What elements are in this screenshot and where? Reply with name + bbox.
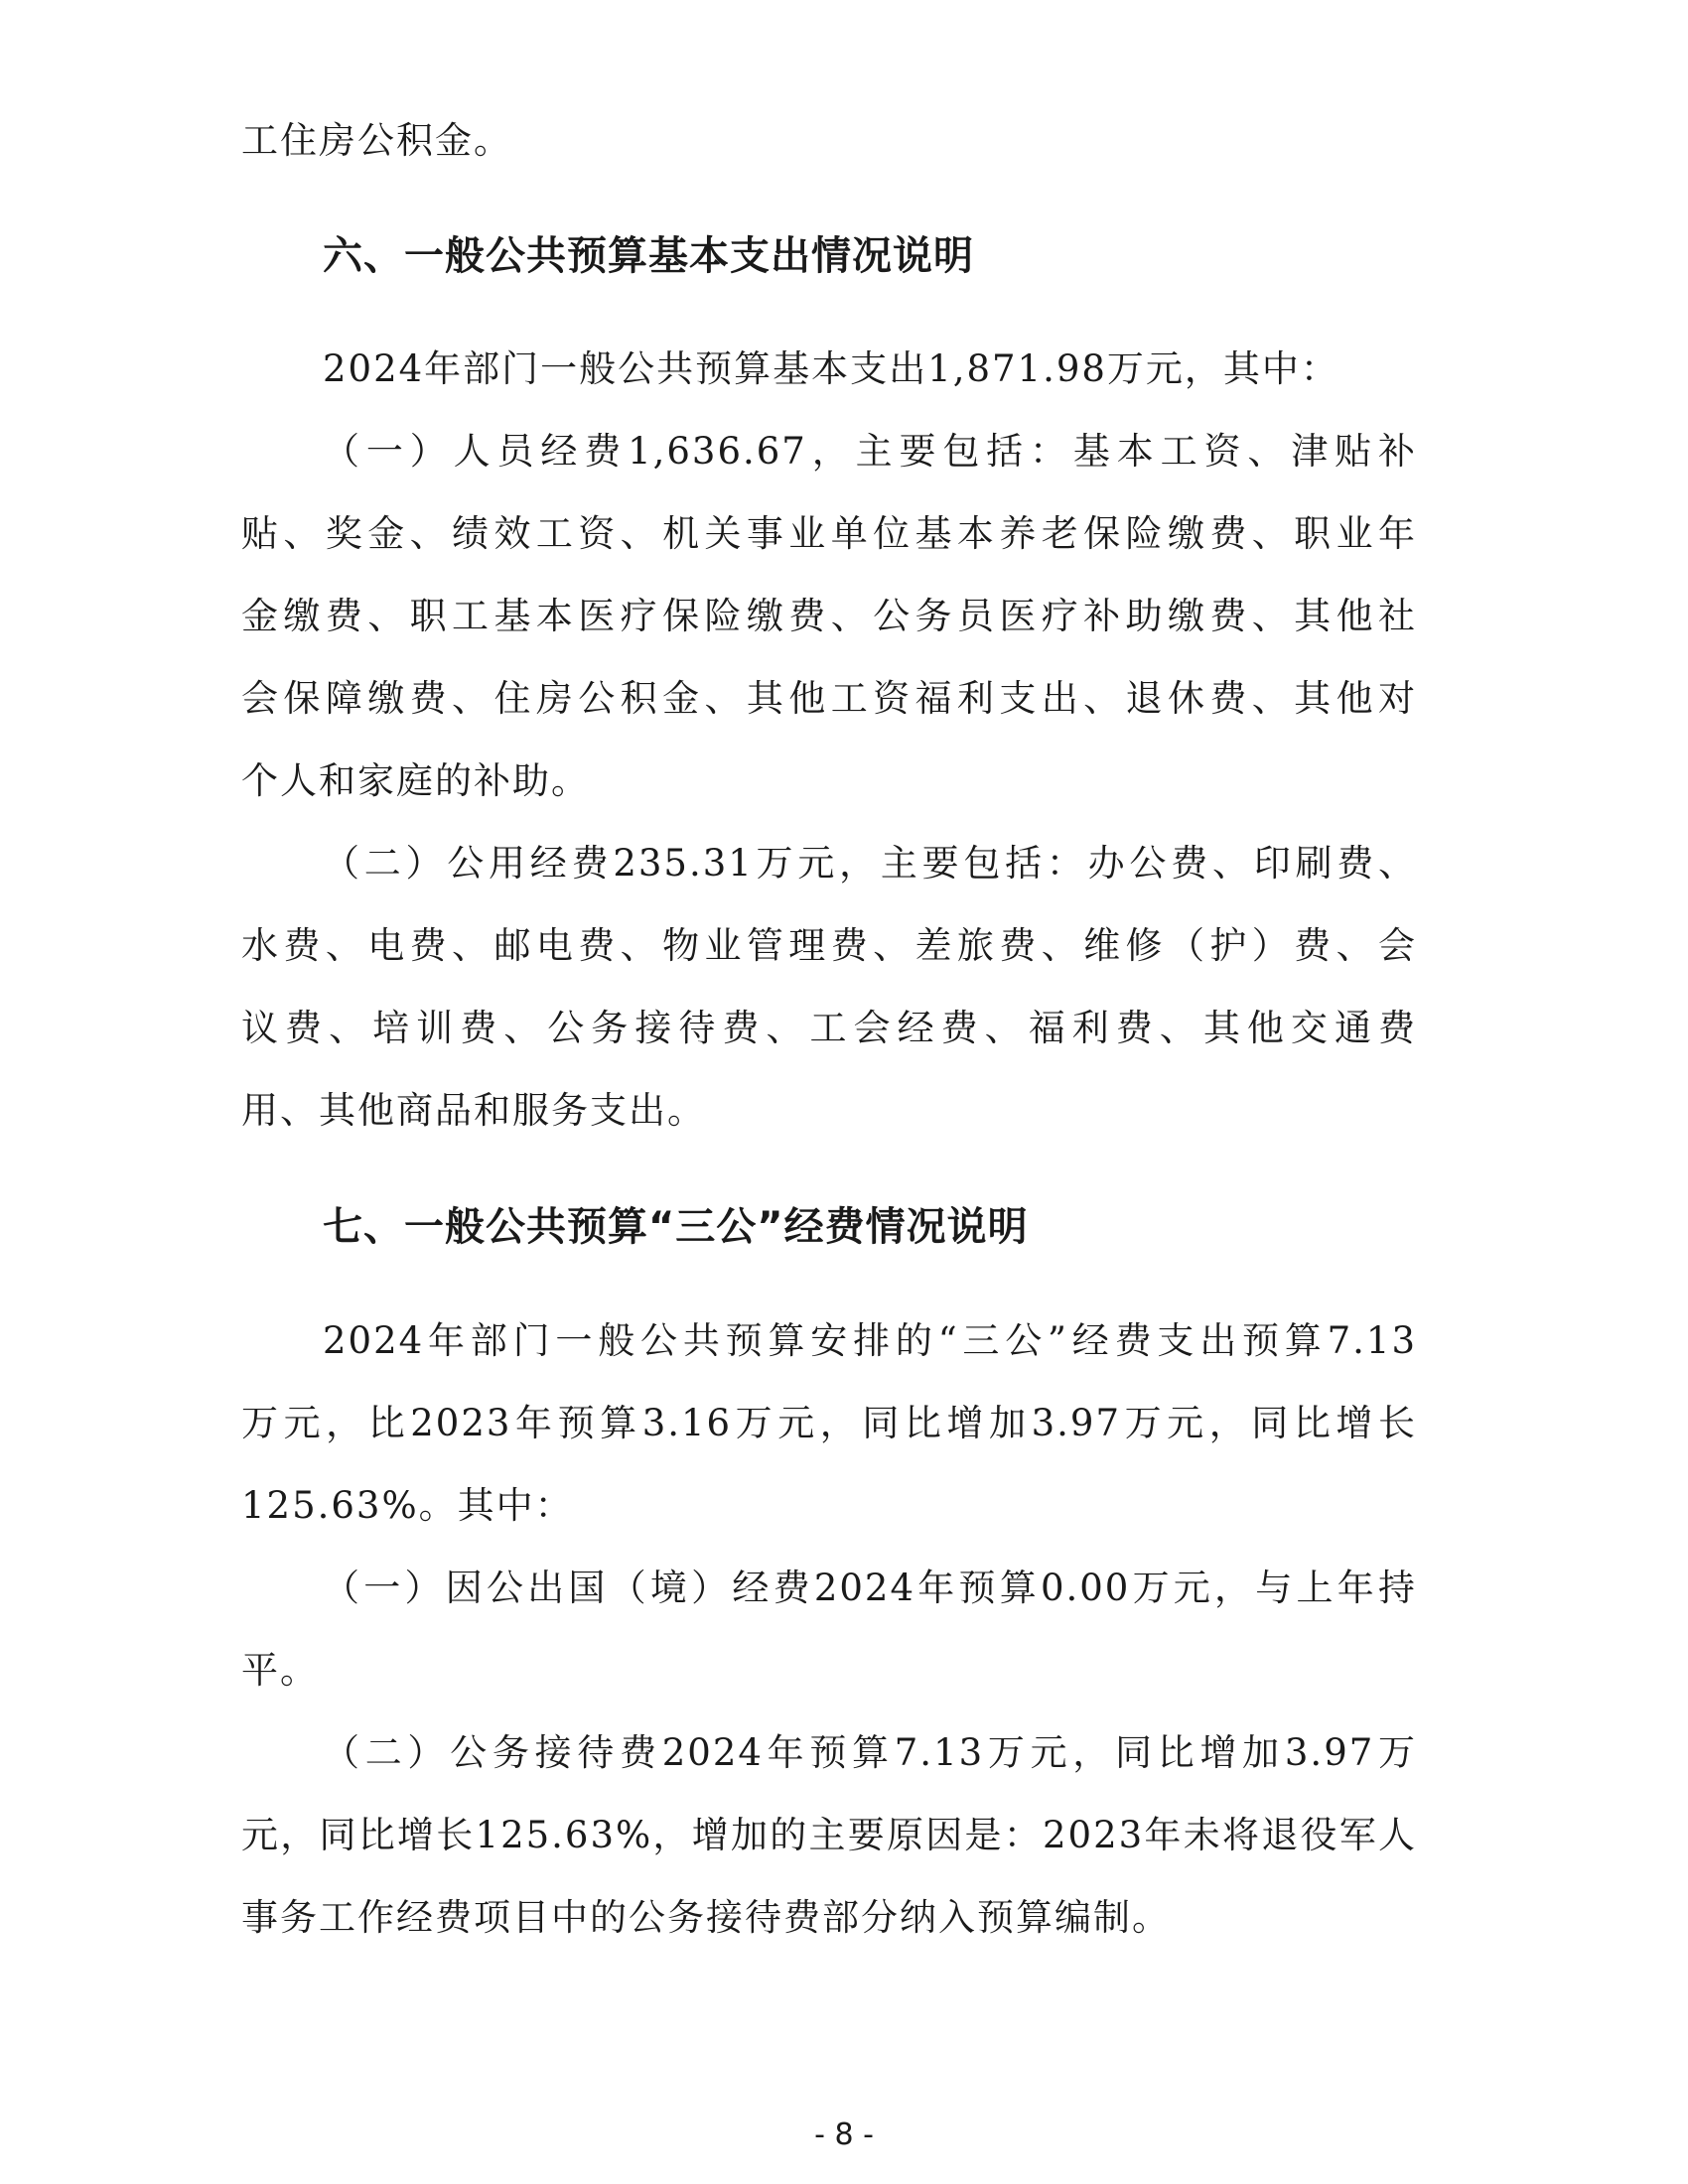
section-7-intro-line-3: 125.63%。其中：: [241, 1484, 574, 1527]
abroad-paragraph-line-1: （一）因公出国（境）经费2024年预算0.00万元，与上年持: [323, 1567, 1417, 1609]
public-paragraph-line-1: （二）公用经费235.31万元，主要包括：办公费、印刷费、: [323, 842, 1417, 885]
personnel-paragraph-line-1: （一）人员经费1,636.67，主要包括：基本工资、津贴补: [323, 430, 1417, 473]
personnel-paragraph-line-2: 贴、奖金、绩效工资、机关事业单位基本养老保险缴费、职业年: [241, 512, 1417, 555]
public-paragraph-line-3: 议费、培训费、公务接待费、工会经费、福利费、其他交通费: [241, 1007, 1417, 1049]
section-7-intro-line-1: 2024年部门一般公共预算安排的“三公”经费支出预算7.13: [323, 1319, 1417, 1362]
reception-paragraph-line-1: （二）公务接待费2024年预算7.13万元，同比增加3.97万: [323, 1731, 1417, 1774]
section-6-intro: 2024年部门一般公共预算基本支出1,871.98万元，其中：: [323, 347, 1339, 390]
reception-paragraph-line-2: 元，同比增长125.63%，增加的主要原因是：2023年未将退役军人: [241, 1814, 1417, 1856]
continuation-text: 工住房公积金。: [241, 119, 512, 162]
personnel-paragraph-line-3: 金缴费、职工基本医疗保险缴费、公务员医疗补助缴费、其他社: [241, 595, 1417, 637]
personnel-paragraph-line-4: 会保障缴费、住房公积金、其他工资福利支出、退休费、其他对: [241, 677, 1417, 720]
abroad-paragraph-line-2: 平。: [241, 1649, 319, 1692]
section-7-intro-line-2: 万元，比2023年预算3.16万元，同比增加3.97万元，同比增长: [241, 1402, 1417, 1444]
personnel-paragraph-line-5: 个人和家庭的补助。: [241, 759, 590, 802]
public-paragraph-line-2: 水费、电费、邮电费、物业管理费、差旅费、维修（护）费、会: [241, 924, 1417, 967]
section-7-heading: 七、一般公共预算“三公”经费情况说明: [323, 1204, 1029, 1250]
section-6-heading: 六、一般公共预算基本支出情况说明: [323, 233, 974, 279]
public-paragraph-line-4: 用、其他商品和服务支出。: [241, 1089, 706, 1132]
page-number: - 8 -: [814, 2117, 874, 2152]
reception-paragraph-line-3: 事务工作经费项目中的公务接待费部分纳入预算编制。: [241, 1896, 1171, 1939]
